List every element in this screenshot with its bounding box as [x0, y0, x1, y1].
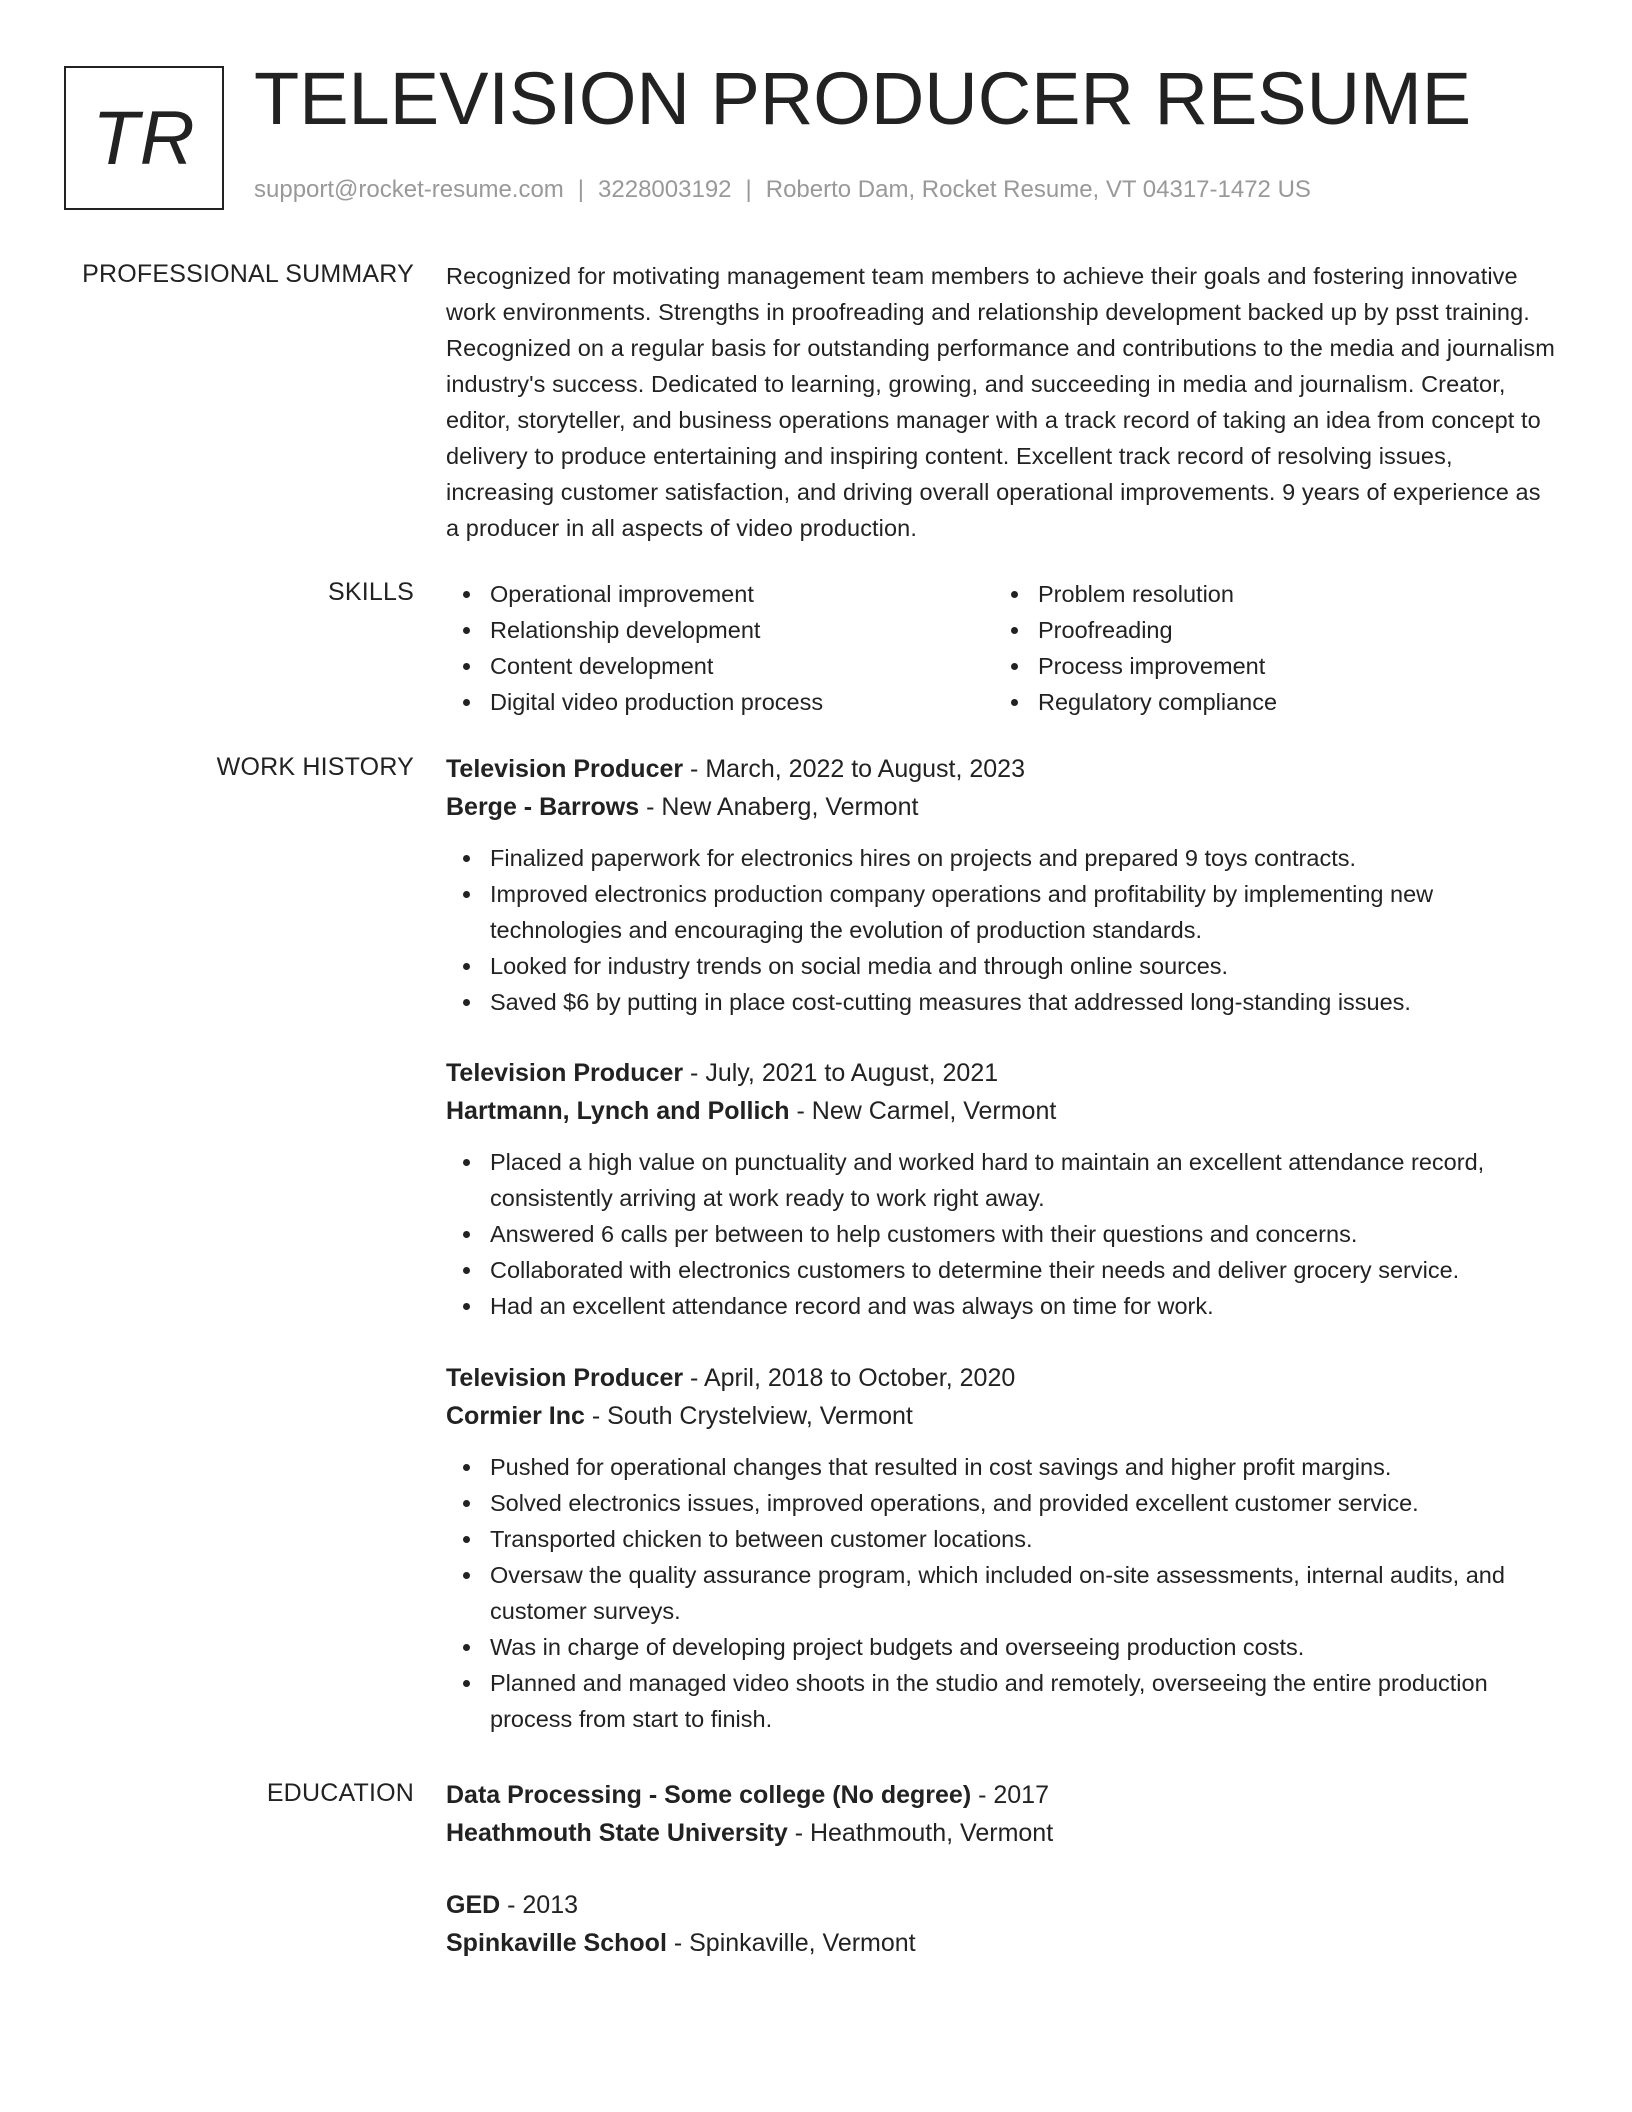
summary-body: [446, 258, 1558, 546]
job-bullet: Answered 6 calls per between to help customers with their questions and concerns.: [446, 1216, 1558, 1252]
resume-title: TELEVISION PRODUCER RESUME: [254, 57, 1472, 140]
summary-label: PROFESSIONAL SUMMARY: [82, 260, 414, 288]
skill-item: Relationship development: [446, 612, 994, 648]
skills-body: [446, 576, 1558, 720]
education-entry: [446, 1776, 1558, 1852]
summary-text: Recognized for motivating management team members to achieve their goals and fostering innovative work environments. Strengths in proofreading and relationship development backed up by psst training. Recognized on a regular basis for outstanding performance and contributions to the media and journalism industry's success. Dedicated to learning, growing, and succeeding in media and journalism. Creator, editor, storyteller, and business operations manager with a track record of taking an idea from concept to delivery to produce entertaining and inspiring content. Excellent track record of resolving issues, increasing customer satisfaction, and driving overall operational improvements. 9 years of experience as a producer in all aspects of video production.: [446, 263, 1555, 541]
education-location: - Spinkaville, Vermont: [666, 1929, 916, 1957]
skill-item: Regulatory compliance: [994, 684, 1542, 720]
skill-item: Operational improvement: [446, 576, 994, 612]
job-bullets: [446, 840, 1558, 1020]
job-bullet: Improved electronics production company operations and profitability by implementing new technologies and encouraging the evolution of production standards.: [446, 876, 1558, 948]
skill-item: Process improvement: [994, 648, 1542, 684]
job-title: Television Producer: [446, 1059, 684, 1087]
job-bullet: Had an excellent attendance record and was always on time for work.: [446, 1288, 1558, 1324]
job-title: Television Producer: [446, 755, 684, 783]
job-dates: - April, 2018 to October, 2020: [683, 1364, 1016, 1392]
job-entry: [446, 1054, 1558, 1324]
job-title: Television Producer: [446, 1364, 684, 1392]
job-heading: [446, 1054, 1558, 1092]
job-employer: [446, 788, 1558, 826]
contact-separator: |: [745, 176, 752, 203]
job-bullet: Was in charge of developing project budgets and overseeing production costs.: [446, 1629, 1558, 1665]
skills-grid: [446, 576, 1558, 720]
education-school: Heathmouth State University: [446, 1819, 788, 1847]
job-bullet: Solved electronics issues, improved operations, and provided excellent customer service.: [446, 1485, 1558, 1521]
job-location: - New Anaberg, Vermont: [639, 793, 919, 821]
job-bullet: Finalized paperwork for electronics hires on projects and prepared 9 toys contracts.: [446, 840, 1558, 876]
contact-separator: |: [577, 176, 585, 203]
contact-address: Roberto Dam, Rocket Resume, VT 04317-1472 US: [765, 176, 1311, 203]
education-degree: GED: [446, 1891, 501, 1919]
education-school-line: [446, 1924, 1558, 1962]
job-bullet: Transported chicken to between customer locations.: [446, 1521, 1558, 1557]
job-dates: - July, 2021 to August, 2021: [683, 1059, 999, 1087]
monogram: TR: [64, 66, 224, 210]
job-employer: [446, 1092, 1558, 1130]
education-label: EDUCATION: [266, 1779, 414, 1807]
skill-item: Content development: [446, 648, 994, 684]
education-year: - 2017: [971, 1781, 1049, 1809]
job-heading: [446, 1359, 1558, 1397]
job-employer: [446, 1397, 1558, 1435]
education-year: - 2013: [500, 1891, 579, 1919]
job-location: - South Crystelview, Vermont: [584, 1402, 913, 1430]
skills-column-right: [994, 576, 1542, 720]
work-label: WORK HISTORY: [216, 753, 414, 781]
contact-phone[interactable]: 3228003192: [598, 176, 732, 203]
job-location: - New Carmel, Vermont: [789, 1097, 1057, 1125]
job-company: Hartmann, Lynch and Pollich: [446, 1097, 790, 1125]
job-bullet: Pushed for operational changes that resulted in cost savings and higher profit margins.: [446, 1449, 1558, 1485]
job-bullet: Collaborated with electronics customers to determine their needs and deliver grocery service.: [446, 1252, 1558, 1288]
skills-column-left: [446, 576, 994, 720]
job-bullet: Placed a high value on punctuality and worked hard to maintain an excellent attendance record, consistently arriving at work ready to work right away.: [446, 1144, 1558, 1216]
job-company: Berge - Barrows: [446, 793, 640, 821]
job-bullet: Looked for industry trends on social media and through online sources.: [446, 948, 1558, 984]
education-location: - Heathmouth, Vermont: [787, 1819, 1054, 1847]
job-bullets: [446, 1144, 1558, 1324]
skill-item: Proofreading: [994, 612, 1542, 648]
job-dates: - March, 2022 to August, 2023: [683, 755, 1025, 783]
skills-label: SKILLS: [328, 578, 414, 606]
skill-item: Problem resolution: [994, 576, 1542, 612]
job-bullets: [446, 1449, 1558, 1737]
education-school: Spinkaville School: [446, 1929, 667, 1957]
education-heading: [446, 1886, 1558, 1924]
contact-line: [254, 176, 1311, 204]
job-bullet: Saved $6 by putting in place cost-cutting measures that addressed long-standing issues.: [446, 984, 1558, 1020]
job-entry: [446, 1359, 1558, 1737]
job-bullet: Oversaw the quality assurance program, which included on-site assessments, internal audits, and customer surveys.: [446, 1557, 1558, 1629]
contact-email[interactable]: support@rocket-resume.com: [254, 176, 564, 203]
education-heading: [446, 1776, 1558, 1814]
job-entry: [446, 750, 1558, 1020]
job-company: Cormier Inc: [446, 1402, 585, 1430]
job-heading: [446, 750, 1558, 788]
education-entry: [446, 1886, 1558, 1962]
job-bullet: Planned and managed video shoots in the studio and remotely, overseeing the entire production process from start to finish.: [446, 1665, 1558, 1737]
skill-item: Digital video production process: [446, 684, 994, 720]
education-school-line: [446, 1814, 1558, 1852]
education-degree: Data Processing - Some college (No degree): [446, 1781, 972, 1809]
